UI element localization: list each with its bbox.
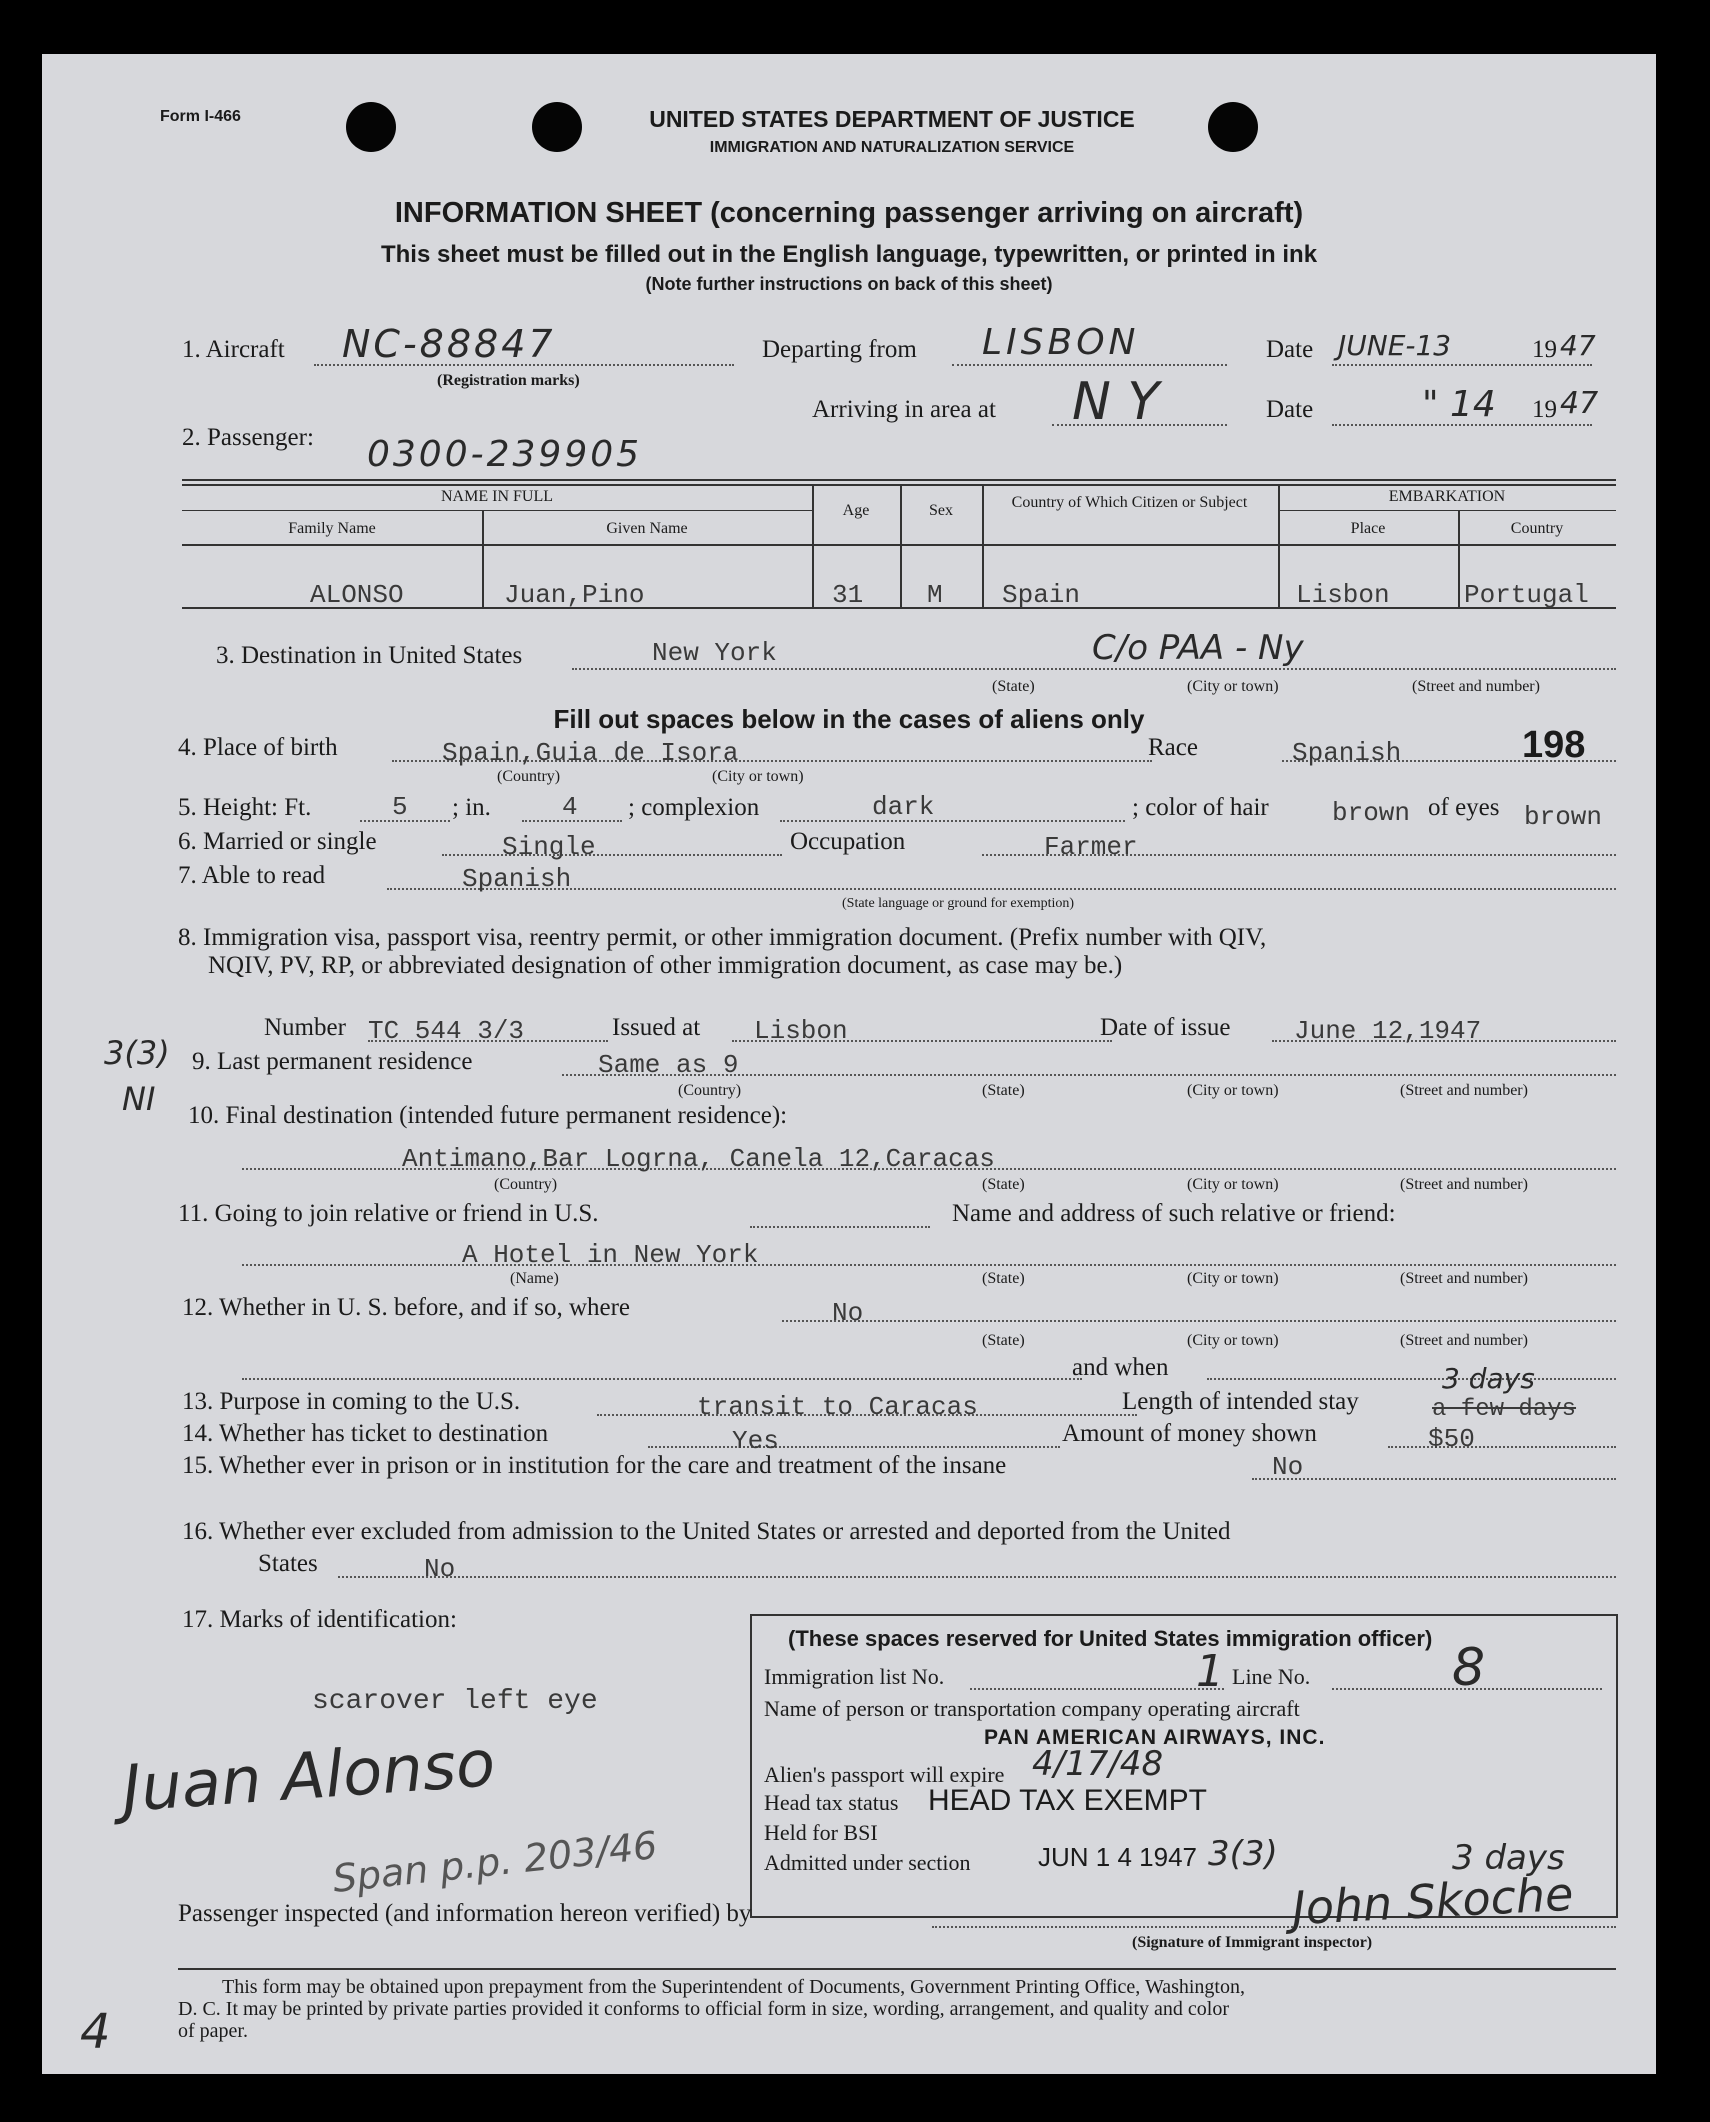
footer-line2: D. C. It may be printed by private parties provided it conforms to official form in size, wording, arrangement, and quality and color [178, 1998, 1230, 2020]
year-suffix: 47 [1560, 329, 1596, 362]
street-sublabel: (Street and number) [1412, 678, 1540, 695]
eyes-label: of eyes [1428, 794, 1500, 821]
join-city-sublabel: (City or town) [1187, 1270, 1279, 1287]
residence-value: Same as 9 [598, 1050, 739, 1080]
margin-note-section: 3(3) [104, 1034, 170, 1072]
read-sublabel: (State language or ground for exemption) [842, 896, 1075, 911]
city-sublabel: (City or town) [1187, 678, 1279, 695]
residence-street-sublabel: (Street and number) [1400, 1082, 1528, 1099]
issue-date-label: Date of issue [1100, 1014, 1231, 1041]
section-label: Admitted under section [764, 1850, 971, 1875]
head-tax-value: HEAD TAX EXEMPT [928, 1784, 1207, 1817]
read-value: Spanish [462, 864, 572, 894]
before-label: 12. Whether in U. S. before, and if so, where [182, 1294, 631, 1321]
given-name-header: Given Name [606, 520, 688, 537]
inspector-sublabel: (Signature of Immigrant inspector) [1132, 1934, 1373, 1951]
before-when-label: and when [1072, 1354, 1169, 1381]
occupation-label: Occupation [790, 828, 906, 855]
admission-days-hand: 3 days [1452, 1838, 1565, 1878]
margin-note-page: 4 [80, 2004, 111, 2060]
visa-line2: NQIV, PV, RP, or abbreviated designation of other immigration document, as case may be.) [208, 952, 1123, 979]
birth-country-sublabel: (Country) [497, 768, 561, 785]
purpose-label: 13. Purpose in coming to the U.S. [182, 1388, 521, 1415]
birth-value: Spain,Guia de Isora [442, 738, 739, 768]
final-destination-value: Antimano,Bar Logrna, Canela 12,Caracas [402, 1144, 995, 1174]
join-state-sublabel: (State) [982, 1270, 1025, 1287]
stay-label: Length of intended stay [1122, 1388, 1359, 1415]
final-country-sublabel: (Country) [494, 1176, 558, 1193]
complexion-label: ; complexion [628, 794, 760, 821]
form-number: Form I-466 [160, 108, 241, 125]
admission-section-hand: 3(3) [1208, 1834, 1278, 1874]
destination-value: New York [652, 638, 777, 668]
information-sheet [42, 54, 1656, 2074]
line-number-label: Line No. [1232, 1664, 1311, 1689]
punch-hole [346, 102, 396, 152]
destination-label: 3. Destination in United States [216, 642, 523, 669]
page-title: INFORMATION SHEET (concerning passenger arriving on aircraft) [394, 197, 1304, 229]
date2-value: " 14 [1422, 384, 1496, 425]
age-header: Age [842, 502, 870, 519]
money-label: Amount of money shown [1062, 1420, 1317, 1447]
issued-value: Lisbon [754, 1016, 848, 1046]
embarkation-header: EMBARKATION [1388, 488, 1506, 505]
operator-label: Name of person or transportation company operating aircraft [764, 1696, 1300, 1721]
year2-suffix: 47 [1560, 386, 1599, 421]
money-value: $50 [1428, 1424, 1475, 1454]
join-label: 11. Going to join relative or friend in U.S. [178, 1200, 599, 1227]
year-prefix: 19 [1532, 336, 1557, 363]
passenger-label: 2. Passenger: [182, 424, 314, 451]
emb-country-header: Country [1510, 520, 1564, 537]
sex-value: M [927, 580, 943, 610]
departing-label: Departing from [762, 336, 917, 363]
read-label: 7. Able to read [178, 862, 326, 889]
join-name-sublabel: (Name) [510, 1270, 559, 1287]
margin-note-ni: NI [122, 1080, 156, 1118]
race-value: Spanish [1292, 738, 1402, 768]
residence-label: 9. Last permanent residence [192, 1048, 473, 1075]
instruction-line: This sheet must be filled out in the English language, typewritten, or printed in ink [380, 241, 1318, 268]
stamp-number: 198 [1522, 724, 1586, 766]
issued-label: Issued at [612, 1014, 701, 1041]
list-number-label: Immigration list No. [764, 1664, 945, 1689]
officer-box-title: (These spaces reserved for United States immigration officer) [788, 1626, 1433, 1651]
departing-value: LISBON [982, 322, 1140, 363]
birth-label: 4. Place of birth [178, 734, 338, 761]
join-value: A Hotel in New York [462, 1240, 759, 1270]
married-label: 6. Married or single [178, 828, 377, 855]
instruction-note: (Note further instructions on back of this sheet) [645, 274, 1053, 294]
sex-header: Sex [929, 502, 953, 519]
passport-expire-label: Alien's passport will expire [764, 1762, 1005, 1787]
visa-line1: 8. Immigration visa, passport visa, reentry permit, or other immigration document. (Prefix number with QIV, [178, 924, 1267, 951]
residence-city-sublabel: (City or town) [1187, 1082, 1279, 1099]
footer-line3: of paper. [178, 2020, 248, 2042]
list-number-value: 1 [1196, 1646, 1224, 1697]
before-state-sublabel: (State) [982, 1332, 1025, 1349]
complexion-value: dark [872, 792, 935, 822]
height-in: 4 [562, 792, 578, 822]
height-ft: 5 [392, 792, 408, 822]
final-city-sublabel: (City or town) [1187, 1176, 1279, 1193]
aliens-heading: Fill out spaces below in the cases of aliens only [553, 704, 1145, 734]
eyes-value: brown [1524, 802, 1603, 832]
marks-label: 17. Marks of identification: [182, 1606, 457, 1633]
visa-number-label: Number [264, 1014, 346, 1041]
family-name-header: Family Name [288, 520, 376, 537]
citizen-country-header: Country of Which Citizen or Subject [1011, 494, 1248, 511]
arriving-label: Arriving in area at [812, 396, 996, 423]
issue-date-value: June 12,1947 [1294, 1016, 1482, 1046]
visa-number-value: TC 544 3/3 [368, 1016, 525, 1046]
final-state-sublabel: (State) [982, 1176, 1025, 1193]
residence-state-sublabel: (State) [982, 1082, 1025, 1099]
birth-city-sublabel: (City or town) [712, 768, 804, 785]
place-header: Place [1350, 520, 1386, 537]
year2-prefix: 19 [1532, 396, 1557, 423]
height-label: 5. Height: Ft. [178, 794, 312, 821]
ticket-label: 14. Whether has ticket to destination [182, 1420, 549, 1447]
head-tax-label: Head tax status [764, 1790, 899, 1815]
date-value: JUNE-13 [1338, 329, 1452, 362]
stay-handwritten: 3 days [1442, 1362, 1535, 1395]
excluded-value: No [424, 1554, 456, 1584]
occupation-value: Farmer [1044, 832, 1138, 862]
aircraft-label: 1. Aircraft [182, 336, 285, 363]
height-in-label: ; in. [452, 794, 491, 821]
arriving-value: N Y [1072, 372, 1160, 432]
join-street-sublabel: (Street and number) [1400, 1270, 1528, 1287]
ticket-value: Yes [732, 1426, 779, 1456]
prison-label: 15. Whether ever in prison or in institution for the care and treatment of the insane [182, 1452, 1007, 1479]
date2-label: Date [1266, 396, 1314, 423]
before-street-sublabel: (Street and number) [1400, 1332, 1528, 1349]
passenger-signature: Juan Alonso [119, 1727, 498, 1827]
state-sublabel: (State) [992, 678, 1035, 695]
footer-line1: This form may be obtained upon prepayment from the Superintendent of Documents, Government Printing Office, Washington, [222, 1976, 1245, 1998]
bsi-label: Held for BSI [764, 1820, 878, 1845]
airline-name: PAN AMERICAN AIRWAYS, INC. [984, 1726, 1326, 1749]
destination-extra: C/o PAA - Ny [1092, 628, 1304, 668]
date-label: Date [1266, 336, 1314, 363]
stay-value: a few days [1432, 1396, 1577, 1423]
excluded-line1: 16. Whether ever excluded from admission to the United States or arrested and deported from the United [182, 1518, 1231, 1545]
inspector-signature: John Skoche [1290, 1866, 1575, 1936]
spain-reference-note: Span p.p. 203/46 [330, 1823, 660, 1901]
residence-country-sublabel: (Country) [678, 1082, 742, 1099]
emb-country-value: Portugal [1464, 580, 1589, 610]
before-city-sublabel: (City or town) [1187, 1332, 1279, 1349]
registration-sublabel: (Registration marks) [437, 372, 580, 389]
place-value: Lisbon [1296, 580, 1390, 610]
aircraft-registration: NC-88847 [342, 322, 556, 366]
hair-value: brown [1332, 798, 1411, 828]
inspected-label: Passenger inspected (and information hereon verified) by [178, 1900, 752, 1927]
race-label: Race [1148, 734, 1198, 761]
family-name-value: ALONSO [310, 580, 404, 610]
citizen-value: Spain [1002, 580, 1081, 610]
service-title: IMMIGRATION AND NATURALIZATION SERVICE [709, 139, 1075, 156]
before-value: No [832, 1298, 864, 1328]
passenger-number: 0300-239905 [367, 434, 643, 475]
join-right-label: Name and address of such relative or friend: [952, 1200, 1396, 1227]
married-value: Single [502, 832, 596, 862]
marks-value: scarover left eye [312, 1686, 598, 1717]
excluded-line2: States [258, 1550, 318, 1577]
line-number-value: 8 [1452, 1638, 1486, 1698]
prison-value: No [1272, 1452, 1304, 1482]
age-value: 31 [832, 580, 864, 610]
passport-expire-value: 4/17/48 [1032, 1744, 1164, 1784]
given-name-value: Juan,Pino [504, 580, 645, 610]
purpose-value: transit to Caracas [697, 1392, 978, 1422]
hair-label: ; color of hair [1132, 794, 1269, 821]
name-in-full-header: NAME IN FULL [441, 488, 553, 505]
final-street-sublabel: (Street and number) [1400, 1176, 1528, 1193]
department-title: UNITED STATES DEPARTMENT OF JUSTICE [649, 106, 1135, 132]
admission-date-stamp: JUN 1 4 1947 [1038, 1842, 1197, 1872]
final-destination-label: 10. Final destination (intended future permanent residence): [188, 1102, 788, 1129]
